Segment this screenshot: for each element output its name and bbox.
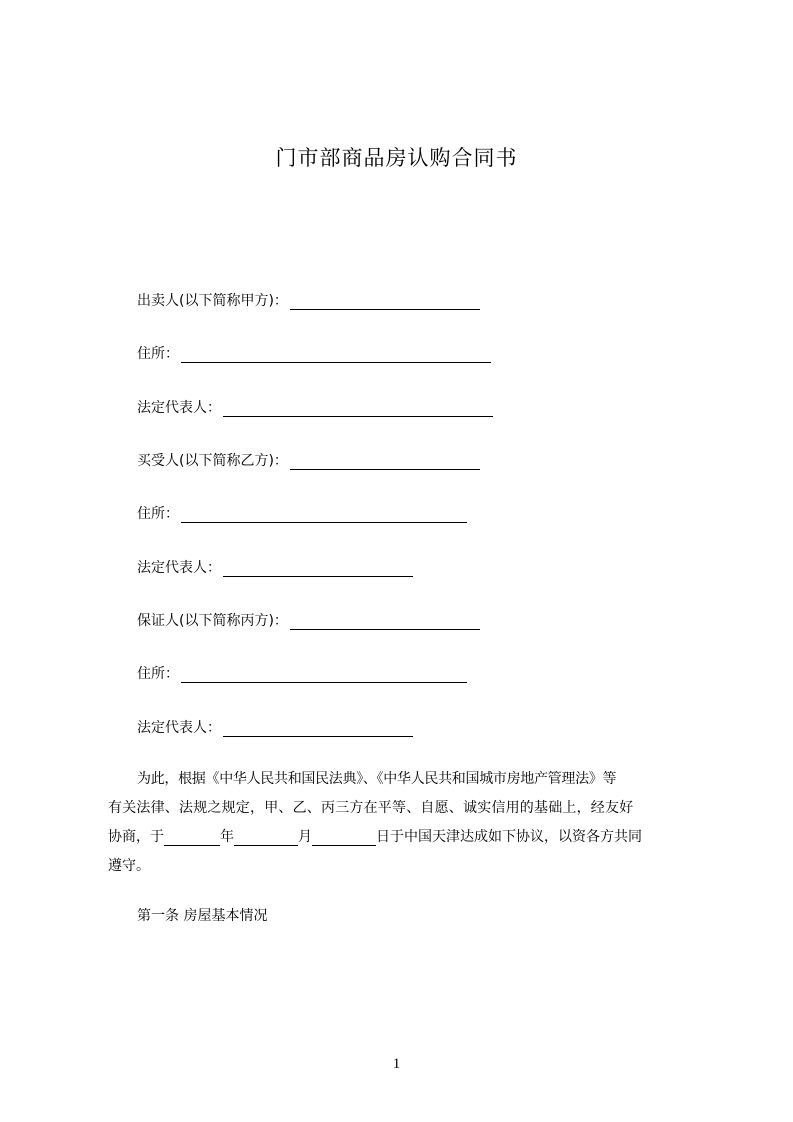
seller-field [137,290,480,310]
seller-address-blank[interactable] [181,347,491,363]
buyer-address-field [137,503,467,523]
guarantor-representative-blank[interactable] [223,721,413,737]
paragraph-line-4: 遵守。 [108,858,150,874]
guarantor-representative-label: 法定代表人： [137,720,221,736]
page-number: 1 [392,1056,401,1072]
guarantor-blank[interactable] [290,614,480,630]
buyer-blank[interactable] [290,454,480,470]
month-label: 月 [298,829,312,845]
buyer-representative-label: 法定代表人： [137,560,221,576]
buyer-field [137,450,480,470]
buyer-address-blank[interactable] [181,507,467,523]
year-blank[interactable] [164,830,220,846]
paragraph-line-3-suffix: 日于中国天津达成如下协议，以资各方共同 [376,829,642,845]
article-1-heading: 第一条 房屋基本情况 [137,908,268,924]
buyer-address-label: 住所： [137,506,179,522]
guarantor-address-blank[interactable] [181,667,467,683]
seller-blank[interactable] [290,294,480,310]
paragraph-line-2: 有关法律、法规之规定，甲、乙、丙三方在平等、自愿、诚实信用的基础上，经友好 [108,800,634,816]
guarantor-representative-field [137,717,413,737]
buyer-representative-field [137,557,413,577]
guarantor-label: 保证人(以下简称丙方)： [137,613,288,629]
guarantor-field [137,610,480,630]
seller-representative-label: 法定代表人： [137,400,221,416]
buyer-label: 买受人(以下简称乙方)： [137,453,288,469]
month-blank[interactable] [234,830,298,846]
document-title: 门市部商品房认购合同书 [275,146,518,170]
seller-address-label: 住所： [137,346,179,362]
guarantor-address-label: 住所： [137,666,179,682]
paragraph-line-3-prefix: 协商，于 [108,829,164,845]
seller-label: 出卖人(以下简称甲方)： [137,293,288,309]
buyer-representative-blank[interactable] [223,561,413,577]
day-blank[interactable] [312,830,376,846]
year-label: 年 [220,829,234,845]
paragraph-line-3 [108,826,642,846]
seller-representative-blank[interactable] [223,401,493,417]
seller-address-field [137,343,491,363]
paragraph-line-1: 为此，根据《中华人民共和国民法典》、《中华人民共和国城市房地产管理法》等 [137,771,617,787]
seller-representative-field [137,397,493,417]
guarantor-address-field [137,663,467,683]
